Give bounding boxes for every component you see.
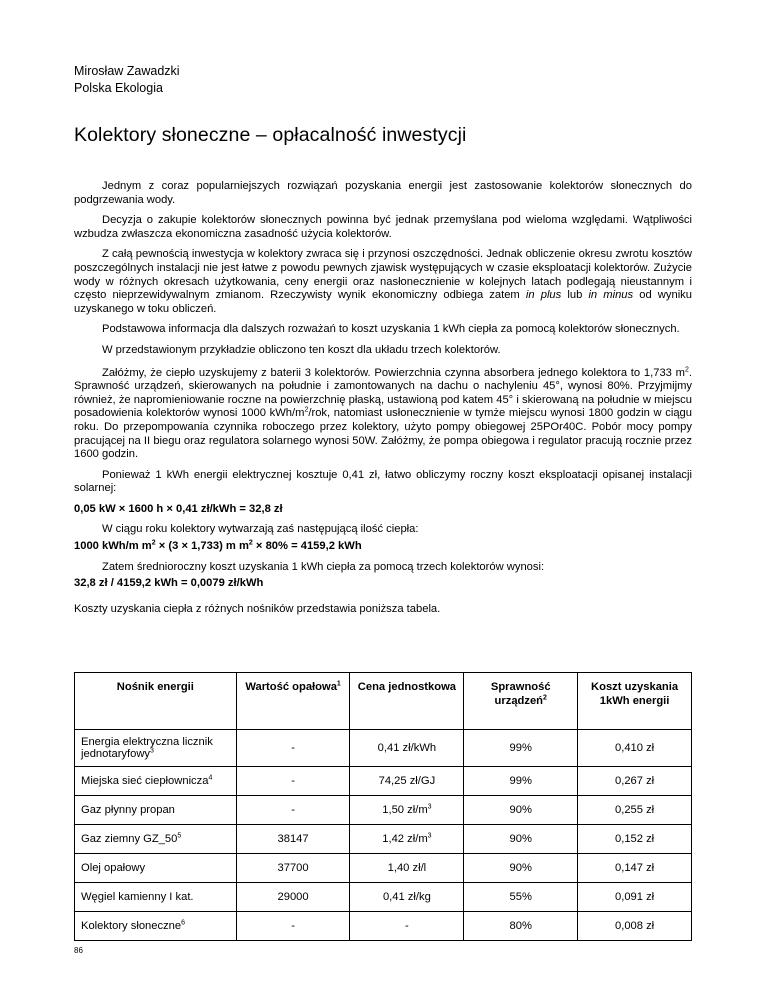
cell-cost-text: 0,410 zł [614,742,655,754]
formula-2-text-b: × (3 × 1,733) m m [155,540,249,553]
cell-unit-price-text: 0,41 zł/kWh [377,742,437,754]
cell-cost-text: 0,147 zł [614,862,655,874]
cell-efficiency-text: 99% [509,775,532,787]
paragraph-6-sup-2: 2 [304,406,309,414]
cell-efficiency-text: 90% [509,804,532,816]
cell-energy-carrier-text: Gaz płynny propan [81,804,175,816]
cell-energy-carrier [75,767,237,796]
cell-energy-carrier-sup: 5 [177,832,182,840]
cell-cost [578,767,692,796]
cell-efficiency [464,767,578,796]
cell-calorific-value-text: 38147 [277,833,309,845]
header-efficiency-label: Sprawność urządzeń [490,681,551,707]
cell-cost [578,730,692,767]
author-block [74,63,180,97]
cell-unit-price [350,796,464,825]
cell-energy-carrier [75,912,237,941]
cell-unit-price [350,730,464,767]
cell-cost [578,883,692,912]
paragraph-6-text-b: . Sprawność urządzeń, skierowanych na południe i zamontowanych na dachu o nachyleniu 45°, wynosi 80%. Przyjmijmy również, że napromieniowanie roczne na powierzchnię płaską, ustawioną pod katem 45° i skierowaną na południe w miejscu posadowienia kolektorów wynosi 1000 kWh/m [74,366,692,420]
table-row [75,796,692,825]
paragraph-6-text-a: Załóżmy, że ciepło uzyskujemy z baterii 3 kolektorów. Powierzchnia czynna absorbera jednego kolektora to 1,733 m [102,366,685,379]
cell-calorific-value [236,854,350,883]
cell-cost-text: 0,255 zł [614,804,655,816]
formula-1: 0,05 kW × 1600 h × 0,41 zł/kWh = 32,8 zł [74,502,283,515]
author-affiliation: Polska Ekologia [74,81,163,95]
cell-energy-carrier-sup: 3 [150,747,154,755]
cell-energy-carrier [75,854,237,883]
article-title: Kolektory słoneczne – opłacalność inwestycji [74,124,467,146]
cell-efficiency-text: 99% [509,742,532,754]
cell-calorific-value [236,767,350,796]
paragraph-3-text-c: od wyniku uzyskanego w toku obliczeń. [74,289,692,315]
paragraph-3-em-2: in minus [588,289,634,302]
cell-unit-price-sup: 3 [427,832,432,840]
cell-efficiency-text: 55% [509,891,532,903]
cell-calorific-value-text: - [291,742,295,754]
cell-efficiency [464,796,578,825]
cell-cost [578,796,692,825]
energy-cost-table [74,672,692,941]
paragraph-1: Jednym z coraz popularniejszych rozwiązań pozyskania energii jest zastosowanie kolektorów słonecznych do podgrzewania wody. [74,180,692,206]
paragraph-5: W przedstawionym przykładzie obliczono ten koszt dla układu trzech kolektorów. [102,343,501,356]
header-calorific-value [236,673,350,730]
cell-unit-price-text: 0,41 zł/kg [382,891,431,903]
paragraph-9: Zatem średnioroczny koszt uzyskania 1 kWh ciepła za pomocą trzech kolektorów wynosi: [102,560,545,573]
header-calorific-value-label: Wartość opałowa [245,681,337,693]
article-body [74,180,692,623]
cell-unit-price-text: - [405,920,409,932]
cell-cost-text: 0,152 zł [614,833,655,845]
paragraph-8: W ciągu roku kolektory wytwarzają zaś następującą ilość ciepła: [102,523,419,536]
cell-cost-text: 0,008 zł [614,920,655,932]
cell-energy-carrier-text: Miejska sieć ciepłownicza [81,775,209,787]
cell-energy-carrier [75,883,237,912]
formula-2 [74,540,692,554]
cell-unit-price [350,912,464,941]
cell-unit-price-text: 1,42 zł/m [382,833,428,845]
cell-efficiency-text: 80% [509,920,532,932]
header-unit-price: Cena jednostkowa [350,673,464,730]
cell-efficiency-text: 90% [509,862,532,874]
formula-2-sup-2: 2 [248,539,253,547]
cell-efficiency [464,883,578,912]
cell-energy-carrier-text: Węgiel kamienny I kat. [81,891,194,903]
cell-unit-price-text: 1,50 zł/m [382,804,428,816]
table-row [75,883,692,912]
paragraph-10: Koszty uzyskania ciepła z różnych nośników przedstawia poniższa tabela. [74,602,441,615]
header-calorific-value-sup: 1 [336,680,341,688]
cell-energy-carrier-sup: 4 [208,774,213,782]
cell-calorific-value-text: - [291,920,295,932]
table-row [75,854,692,883]
cell-efficiency [464,854,578,883]
header-energy-carrier: Nośnik energii [75,673,237,730]
cell-efficiency-text: 90% [509,833,532,845]
cell-energy-carrier [75,825,237,854]
author-name: Mirosław Zawadzki [74,64,180,78]
paragraph-3-text-a: Z całą pewnością inwestycja w kolektory zwraca się i przynosi oszczędności. Jednak obliczenie okresu zwrotu kosztów poszczególnych instalacji nie jest łatwe z powodu pewnych zjawisk występujących w czasie eksploatacji kolektorów. Zużycie wody w różnych okresach użytkowania, ceny energii oraz nasłonecznienie w kolejnych latach podlegają nieustannym i często nieprzewidywalnym zmianom. Rzeczywisty wynik ekonomiczny odbiega zatem [74,248,692,302]
cell-efficiency [464,825,578,854]
cell-calorific-value [236,796,350,825]
cell-unit-price-sup: 3 [427,803,432,811]
table-row [75,730,692,767]
formula-2-text-c: × 80% = 4159,2 kWh [252,540,362,553]
paragraph-3-em-1: in plus [525,289,562,302]
cell-energy-carrier-text: Energia elektryczna licznik jednotaryfowy [81,736,213,760]
cell-calorific-value-text: 29000 [277,891,309,903]
cell-calorific-value-text: - [291,804,295,816]
table-row [75,912,692,941]
cell-energy-carrier-text: Gaz ziemny GZ_50 [81,833,178,845]
cell-cost [578,825,692,854]
header-efficiency-sup: 2 [543,693,547,701]
paragraph-4: Podstawowa informacja dla dalszych rozważań to koszt uzyskania 1 kWh ciepła za pomocą kolektorów słonecznych. [102,323,680,336]
cell-calorific-value-text: 37700 [277,862,309,874]
cell-calorific-value [236,912,350,941]
cell-cost [578,854,692,883]
cell-unit-price [350,883,464,912]
formula-2-text-a: 1000 kWh/m m [74,540,152,553]
cell-unit-price [350,825,464,854]
formula-2-sup-1: 2 [151,539,156,547]
cell-cost-text: 0,267 zł [614,775,655,787]
page-number: 86 [74,946,83,955]
paragraph-3-text-b: lub [561,289,589,302]
cell-energy-carrier [75,796,237,825]
cell-energy-carrier [75,730,237,767]
paragraph-7: Ponieważ 1 kWh energii elektrycznej kosztuje 0,41 zł, łatwo obliczymy roczny koszt eksploatacji opisanej instalacji solarnej: [74,468,692,495]
table-row [75,825,692,854]
paragraph-6-sup-1: 2 [684,365,689,373]
cell-efficiency [464,730,578,767]
paragraph-6 [74,367,692,462]
header-cost-per-kwh: Koszt uzyskania 1kWh energii [578,673,692,730]
table-header-row [75,673,692,730]
cell-energy-carrier-sup: 6 [181,919,186,927]
paragraph-6-text-c: /rok, natomiast usłonecznienie w tymże miejscu wynosi 1800 godzin w ciągu roku. Do przepompowania czynnika roboczego przez kolektory, użyto pompy obiegowej 25POr40C. Pobór mocy pompy pracującej na II biegu oraz regulatora solarnego wynosi 50W. Załóżmy, że pompa obiegowa i regulator pracują rocznie przez 1600 godzin. [74,407,692,461]
paragraph-2: Decyzja o zakupie kolektorów słonecznych powinna być jednak przemyślana pod wieloma względami. Wątpliwości wzbudza zwłaszcza ekonomiczna zasadność użycia kolektorów. [74,214,692,240]
cell-calorific-value [236,730,350,767]
cell-unit-price-text: 1,40 zł/l [387,862,427,874]
cell-cost [578,912,692,941]
cell-unit-price [350,854,464,883]
cell-energy-carrier-text: Olej opałowy [81,862,146,874]
cell-unit-price [350,767,464,796]
cell-cost-text: 0,091 zł [614,891,655,903]
cell-calorific-value [236,825,350,854]
cell-calorific-value-text: - [291,775,295,787]
header-efficiency [464,673,578,730]
table-row [75,767,692,796]
cell-unit-price-text: 74,25 zł/GJ [378,775,436,787]
formula-3: 32,8 zł / 4159,2 kWh = 0,0079 zł/kWh [74,577,264,590]
cell-energy-carrier-text: Kolektory słoneczne [81,920,182,932]
cell-calorific-value [236,883,350,912]
paragraph-3 [74,248,692,316]
cell-efficiency [464,912,578,941]
